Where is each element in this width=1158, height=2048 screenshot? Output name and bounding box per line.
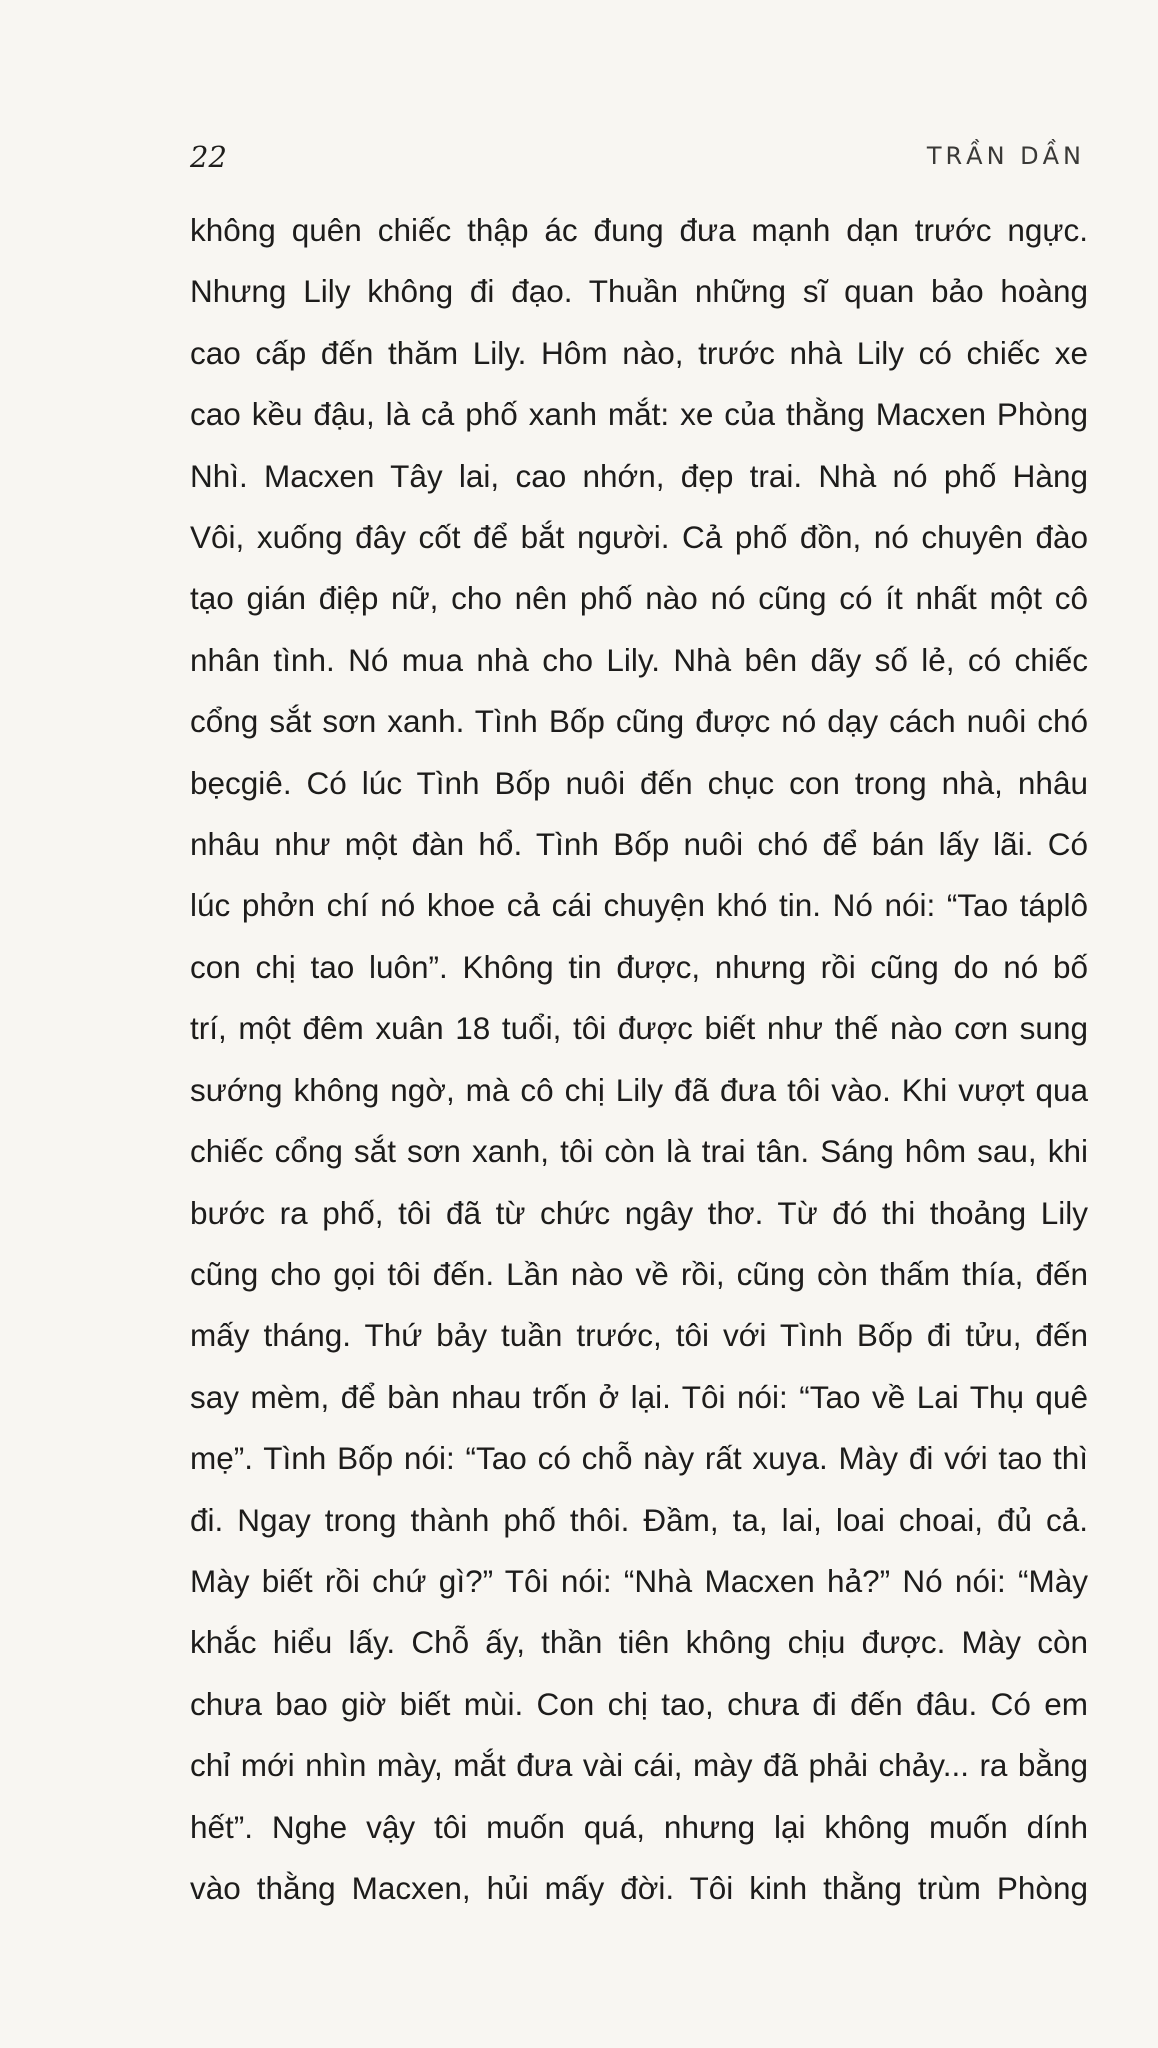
text-line: mẹ”. Tình Bốp nói: “Tao có chỗ này rất xuya. Mày đi với tao thì	[190, 1440, 1088, 1477]
text-line: tạo gián điệp nữ, cho nên phố nào nó cũng có ít nhất một cô	[190, 580, 1088, 617]
text-line: cao cấp đến thăm Lily. Hôm nào, trước nhà Lily có chiếc xe	[190, 334, 1088, 371]
text-line: Vôi, xuống đây cốt để bắt người. Cả phố đồn, nó chuyên đào	[190, 519, 1088, 556]
text-line: trí, một đêm xuân 18 tuổi, tôi được biết như thế nào cơn sung	[190, 1010, 1088, 1047]
text-line: say mèm, để bàn nhau trốn ở lại. Tôi nói: “Tao về Lai Thụ quê	[190, 1378, 1088, 1415]
text-line: Nhì. Macxen Tây lai, cao nhớn, đẹp trai. Nhà nó phố Hàng	[190, 457, 1088, 494]
text-line: chỉ mới nhìn mày, mắt đưa vài cái, mày đã phải chảy... ra bằng	[190, 1747, 1088, 1784]
running-head-author: TRẦN DẦN	[926, 142, 1085, 170]
text-line: cũng cho gọi tôi đến. Lần nào về rồi, cũng còn thấm thía, đến	[190, 1255, 1088, 1292]
text-line: vào thằng Macxen, hủi mấy đời. Tôi kinh thằng trùm Phòng	[190, 1869, 1088, 1906]
text-line: sướng không ngờ, mà cô chị Lily đã đưa tôi vào. Khi vượt qua	[190, 1071, 1088, 1108]
text-line: con chị tao luôn”. Không tin được, nhưng rồi cũng do nó bố	[190, 948, 1088, 985]
text-line: nhâu như một đàn hổ. Tình Bốp nuôi chó để bán lấy lãi. Có	[190, 826, 1088, 863]
text-line: bẹcgiê. Có lúc Tình Bốp nuôi đến chục con trong nhà, nhâu	[190, 764, 1088, 801]
text-line: lúc phởn chí nó khoe cả cái chuyện khó tin. Nó nói: “Tao táplô	[190, 887, 1088, 924]
text-line: nhân tình. Nó mua nhà cho Lily. Nhà bên dãy số lẻ, có chiếc	[190, 641, 1088, 678]
body-text	[190, 200, 1088, 1919]
text-line: hết”. Nghe vậy tôi muốn quá, nhưng lại không muốn dính	[190, 1808, 1088, 1845]
text-line: Nhưng Lily không đi đạo. Thuần những sĩ quan bảo hoàng	[190, 273, 1088, 310]
text-line: cổng sắt sơn xanh. Tình Bốp cũng được nó dạy cách nuôi chó	[190, 703, 1088, 740]
text-line: mấy tháng. Thứ bảy tuần trước, tôi với Tình Bốp đi tửu, đến	[190, 1317, 1088, 1354]
page-number: 22	[190, 140, 227, 174]
text-line: Mày biết rồi chứ gì?” Tôi nói: “Nhà Macxen hả?” Nó nói: “Mày	[190, 1562, 1088, 1599]
text-line: đi. Ngay trong thành phố thôi. Đầm, ta, lai, loai choai, đủ cả.	[190, 1501, 1088, 1538]
text-line: khắc hiểu lấy. Chỗ ấy, thần tiên không chịu được. Mày còn	[190, 1624, 1088, 1661]
text-line: không quên chiếc thập ác đung đưa mạnh dạn trước ngực.	[190, 212, 1088, 248]
text-line: bước ra phố, tôi đã từ chức ngây thơ. Từ đó thi thoảng Lily	[190, 1194, 1088, 1231]
text-line: cao kều đậu, là cả phố xanh mắt: xe của thằng Macxen Phòng	[190, 396, 1088, 433]
page-header	[190, 130, 1085, 180]
text-line: chiếc cổng sắt sơn xanh, tôi còn là trai tân. Sáng hôm sau, khi	[190, 1133, 1088, 1170]
text-line: chưa bao giờ biết mùi. Con chị tao, chưa đi đến đâu. Có em	[190, 1685, 1088, 1722]
